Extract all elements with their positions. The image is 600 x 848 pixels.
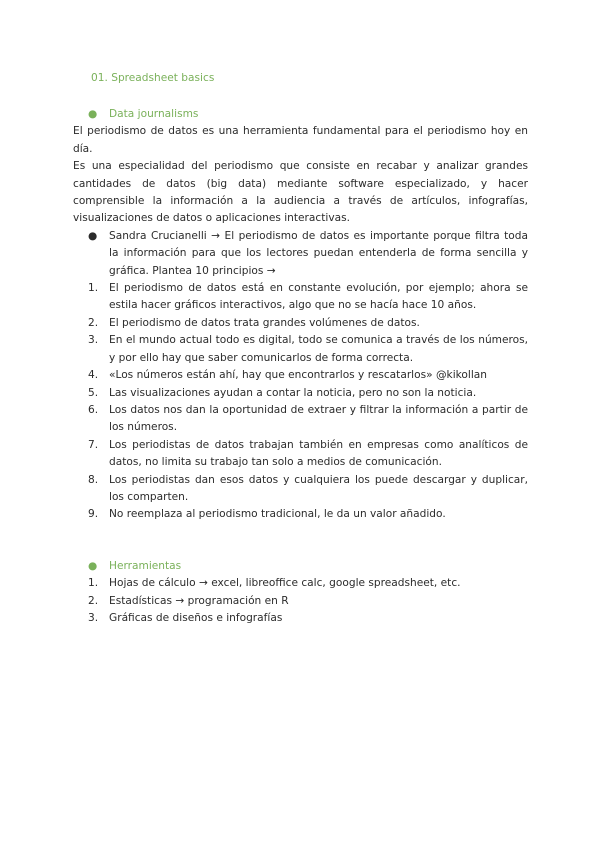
list-number: 8.: [88, 473, 99, 486]
list-item: [73, 575, 528, 592]
list-number: 6.: [88, 403, 99, 416]
list-item-text: Los periodistas de datos trabajan también en empresas como analíticos de datos, no limita su trabajo tan solo a medios de comunicación.: [109, 438, 528, 469]
list-item-text: Las visualizaciones ayudan a contar la noticia, pero no son la noticia.: [109, 386, 477, 399]
data-journalism-heading: [73, 106, 528, 123]
list-item: [73, 472, 528, 507]
bullet-icon: ●: [88, 108, 98, 120]
list-number: 9.: [88, 508, 99, 521]
list-number: 3.: [88, 611, 99, 624]
list-number: 2.: [88, 594, 99, 607]
description-paragraph: Es una especialidad del periodismo que consiste en recabar y analizar grandes cantidades de datos (big data) mediante software especializado, y hacer comprensible la información a la audiencia a través de artículos, infografías, visualizaciones de datos o aplicaciones interactivas.: [73, 160, 528, 225]
intro-paragraph: El periodismo de datos es una herramienta fundamental para el periodismo hoy en día.: [73, 125, 528, 155]
tools-heading: [73, 558, 528, 575]
spacer: [73, 88, 528, 106]
document-content: [73, 70, 528, 627]
bullet-icon: ●: [88, 229, 98, 242]
list-item: [73, 610, 528, 627]
list-item: [73, 228, 528, 280]
list-item: [73, 385, 528, 402]
crucianelli-list: [73, 228, 528, 280]
heading-text: Data journalisms: [109, 108, 199, 120]
principles-list: [73, 280, 528, 524]
list-item: [73, 437, 528, 472]
list-item-text: Estadísticas → programación en R: [109, 594, 289, 607]
bullet-icon: ●: [88, 559, 98, 572]
bullet-text: Sandra Crucianelli → El periodismo de datos es importante porque filtra toda la información para que los lectores puedan entenderla de forma sencilla y gráfica. Plantea 10 principios →: [109, 229, 528, 277]
list-item: [73, 506, 528, 523]
list-number: 1.: [88, 282, 99, 295]
list-number: 4.: [88, 369, 99, 382]
list-item-text: No reemplaza al periodismo tradicional, le da un valor añadido.: [109, 508, 446, 521]
heading-text: Herramientas: [109, 559, 182, 572]
list-item-text: El periodismo de datos está en constante evolución, por ejemplo; ahora se estila hacer gráficos interactivos, algo que no se hacía hace 10 años.: [109, 282, 528, 312]
list-item: [73, 367, 528, 384]
tools-list: [73, 575, 528, 627]
list-item-text: Los datos nos dan la oportunidad de extraer y filtrar la información a partir de los números.: [109, 403, 528, 434]
list-item-text: «Los números están ahí, hay que encontrarlos y rescatarlos» @kikollan: [109, 369, 487, 382]
list-item: [73, 315, 528, 332]
list-item: [73, 332, 528, 367]
list-number: 2.: [88, 316, 99, 329]
list-item-text: Hojas de cálculo → excel, libreoffice calc, google spreadsheet, etc.: [109, 577, 461, 590]
list-number: 5.: [88, 386, 99, 399]
section-title: 01. Spreadsheet basics: [91, 72, 215, 84]
spacer: [73, 524, 528, 558]
list-number: 3.: [88, 334, 99, 347]
list-item-text: En el mundo actual todo es digital, todo se comunica a través de los números, y por ello hay que saber comunicarlos de forma correcta.: [109, 334, 528, 364]
list-item: [73, 402, 528, 437]
list-item-text: Los periodistas dan esos datos y cualquiera los puede descargar y duplicar, los comparten.: [109, 473, 528, 503]
list-item-text: Gráficas de diseños e infografías: [109, 611, 283, 624]
list-number: 1.: [88, 577, 99, 590]
list-item: [73, 593, 528, 610]
list-number: 7.: [88, 438, 99, 451]
list-item: [73, 280, 528, 315]
list-item-text: El periodismo de datos trata grandes volúmenes de datos.: [109, 316, 420, 329]
